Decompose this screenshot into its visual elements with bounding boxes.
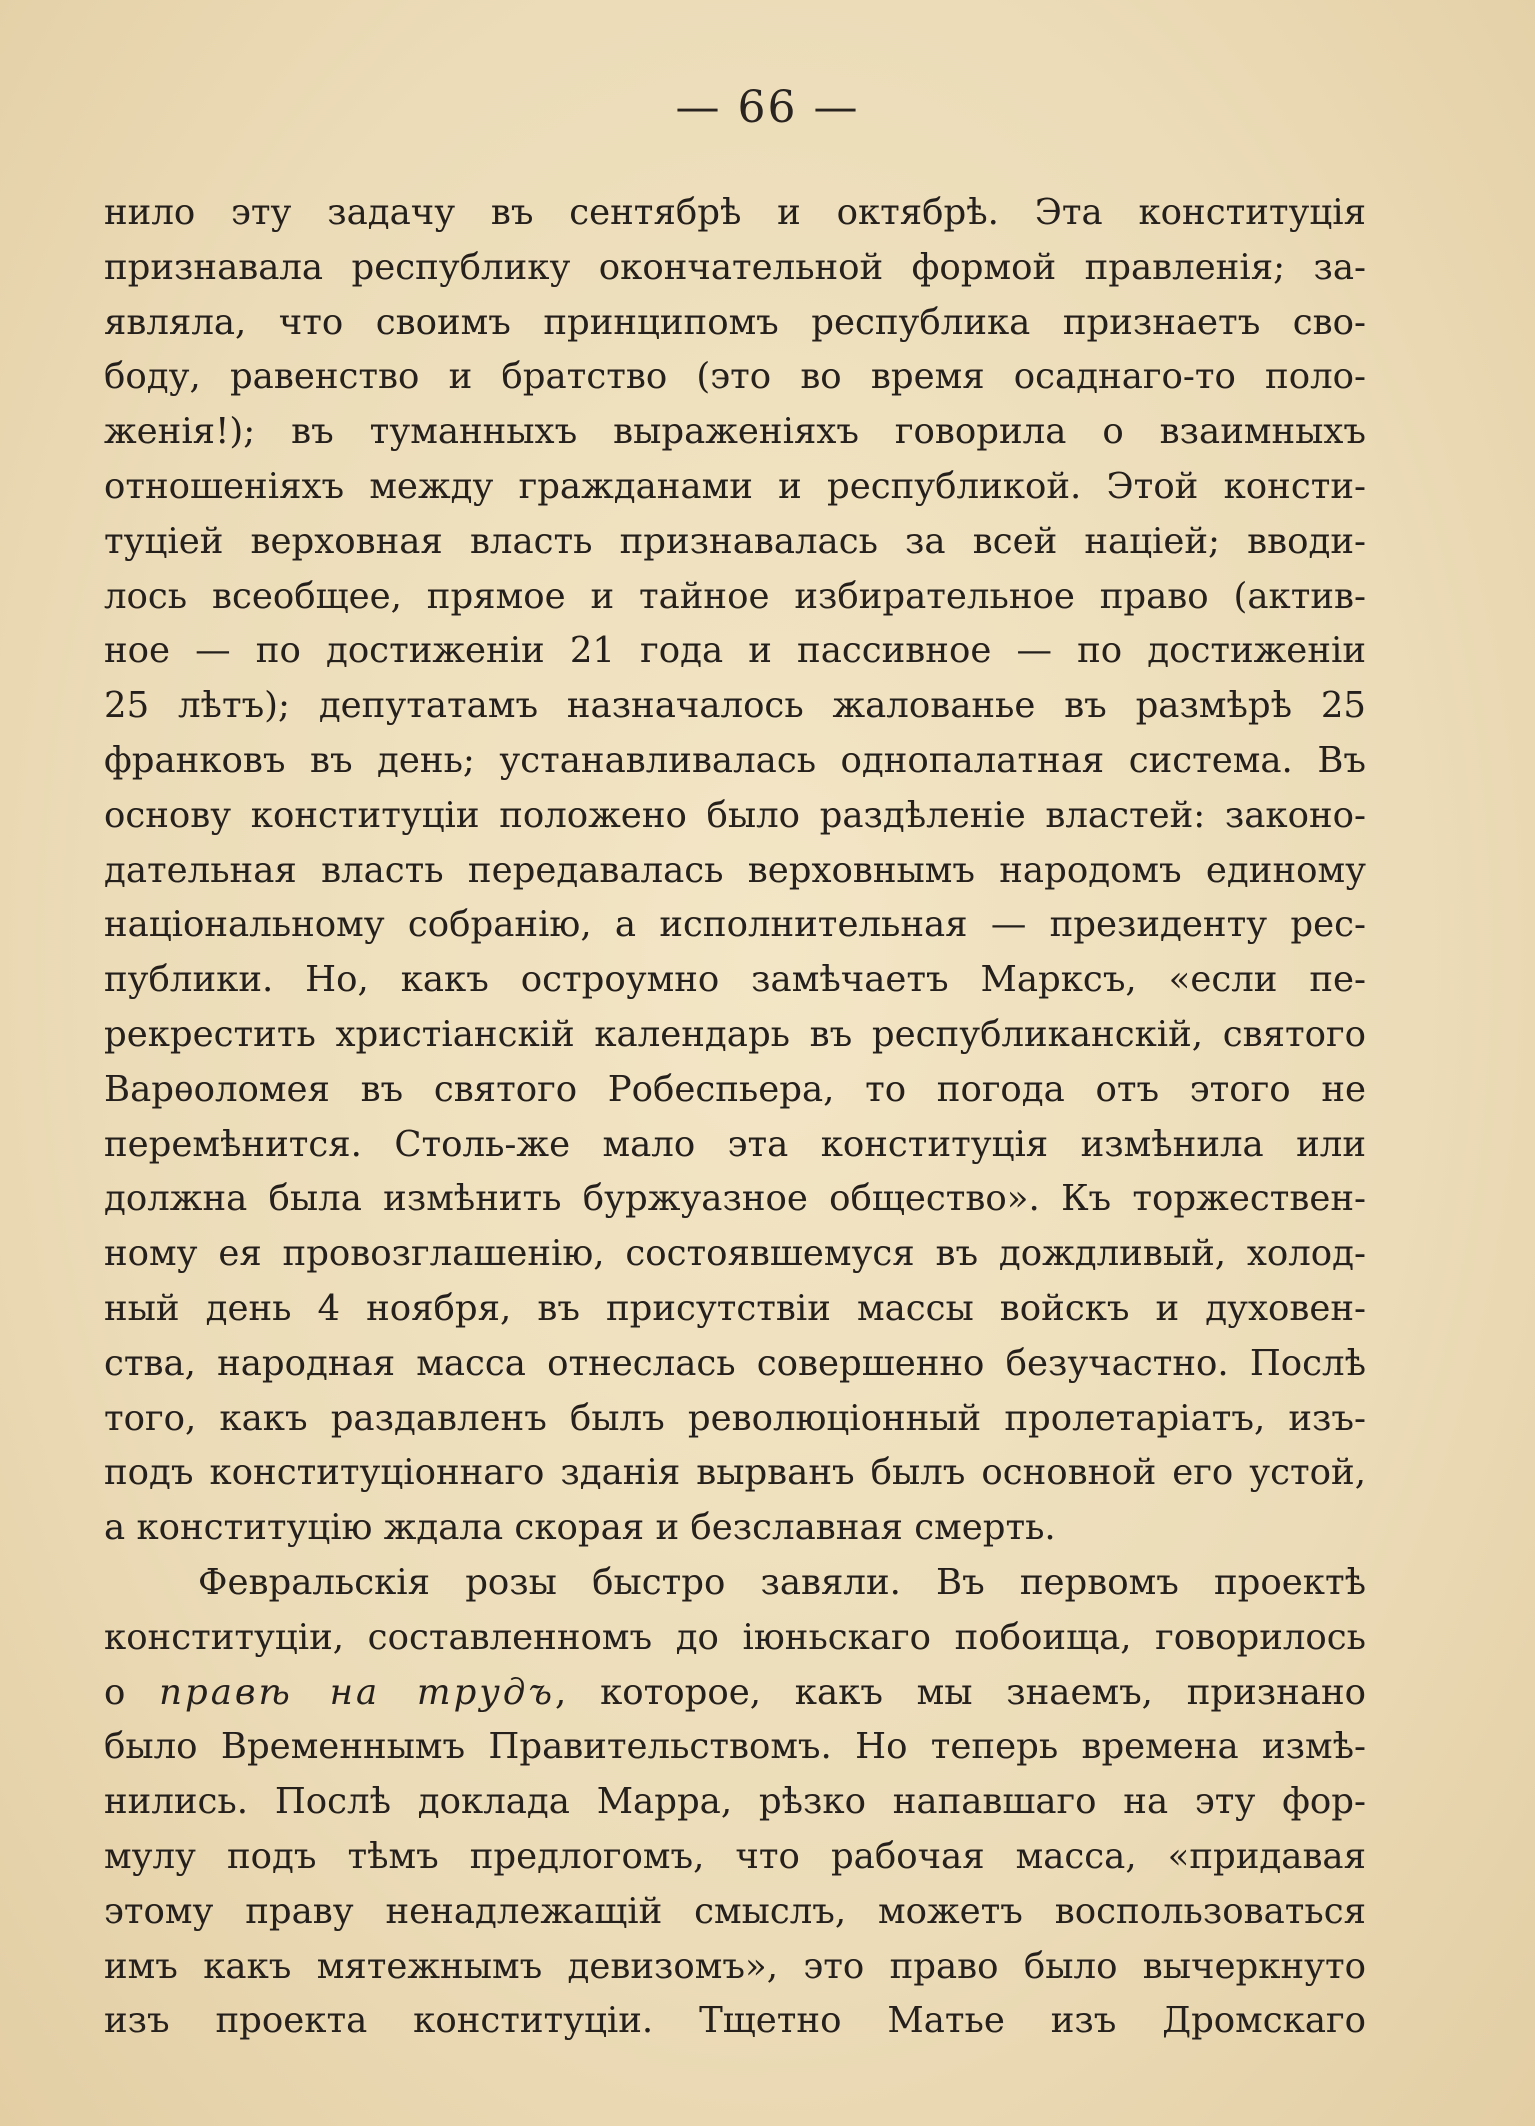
text-line: являла, что своимъ принципомъ республика признаетъ сво- xyxy=(104,301,1366,343)
text-line: нило эту задачу въ сентябрѣ и октябрѣ. Эта конституція xyxy=(104,192,1366,233)
text-line: ное — по достиженіи 21 года и пассивное — по достиженіи xyxy=(104,630,1366,672)
text-line: этому праву ненадлежащій смыслъ, можетъ воспользоваться xyxy=(104,1890,1366,1932)
text-line: перемѣнится. Столь-же мало эта конституція измѣнила или xyxy=(104,1123,1366,1165)
text-line: женія!); въ туманныхъ выраженіяхъ говорила о взаимныхъ xyxy=(104,411,1366,453)
text-line: туціей верховная власть признавалась за всей націей; вводи- xyxy=(104,520,1366,562)
text-line: боду, равенство и братство (это во время осаднаго-то поло- xyxy=(104,356,1366,398)
text-line: мулу подъ тѣмъ предлогомъ, что рабочая масса, «придавая xyxy=(104,1835,1366,1877)
paragraph-2 xyxy=(104,1556,1366,2049)
text-line: отношеніяхъ между гражданами и республикой. Этой консти- xyxy=(104,465,1366,507)
text-line: признавала республику окончательной формой правленія; за- xyxy=(104,246,1366,288)
text-line: лось всеобщее, прямое и тайное избирательное право (актив- xyxy=(104,575,1366,617)
text-line: ному ея провозглашенію, состоявшемуся въ дождливый, холод- xyxy=(104,1233,1366,1275)
text-line: имъ какъ мятежнымъ девизомъ», это право было вычеркнуто xyxy=(104,1945,1366,1987)
text-line: того, какъ раздавленъ былъ революціонный пролетаріатъ, изъ- xyxy=(104,1397,1366,1439)
page-number: — 66 — xyxy=(675,82,860,133)
text-line: а конституцію ждала скорая и безславная смерть. xyxy=(104,1507,1056,1549)
text-line: національному собранію, а исполнительная — президенту рес- xyxy=(104,904,1366,946)
text-line: должна была измѣнить буржуазное общество». Къ торжествен- xyxy=(104,1178,1366,1220)
text-line: нились. Послѣ доклада Марра, рѣзко напавшаго на эту фор- xyxy=(104,1781,1366,1823)
text-line: подъ конституціоннаго зданія вырванъ былъ основной его устой, xyxy=(104,1452,1366,1494)
text-line: ства, народная масса отнеслась совершенно безучастно. Послѣ xyxy=(104,1342,1366,1384)
text-line: 25 лѣтъ); депутатамъ назначалось жалованье въ размѣрѣ 25 xyxy=(104,685,1366,727)
text-line xyxy=(104,1666,1366,1721)
text-line: основу конституціи положено было раздѣленіе властей: законо- xyxy=(104,794,1366,836)
text-line: франковъ въ день; устанавливалась однопалатная система. Въ xyxy=(104,739,1366,781)
text-line: Варѳоломея въ святого Робеспьера, то погода отъ этого не xyxy=(104,1068,1366,1110)
text-line: изъ проекта конституціи. Тщетно Матье изъ Дромскаго xyxy=(104,2000,1366,2042)
text-line: было Временнымъ Правительствомъ. Но теперь времена измѣ- xyxy=(104,1726,1366,1768)
text-line: рекрестить христіанскій календарь въ республиканскій, святого xyxy=(104,1013,1366,1055)
text-line: публики. Но, какъ остроумно замѣчаетъ Марксъ, «если пе- xyxy=(104,959,1366,1001)
text-line: конституціи, составленномъ до іюньскаго побоища, говорилось xyxy=(104,1616,1366,1658)
emphasized-phrase: правѣ на трудъ xyxy=(159,1671,556,1713)
body-text xyxy=(104,186,1366,2049)
text-line: дательная власть передавалась верховнымъ народомъ единому xyxy=(104,849,1366,891)
paragraph-1 xyxy=(104,186,1366,1556)
text-line: Февральскія розы быстро завяли. Въ первомъ проектѣ xyxy=(198,1561,1366,1603)
text-span: о xyxy=(104,1671,160,1713)
text-line: ный день 4 ноября, въ присутствіи массы войскъ и духовен- xyxy=(104,1287,1366,1329)
text-span: , которое, какъ мы знаемъ, признано xyxy=(555,1671,1366,1713)
